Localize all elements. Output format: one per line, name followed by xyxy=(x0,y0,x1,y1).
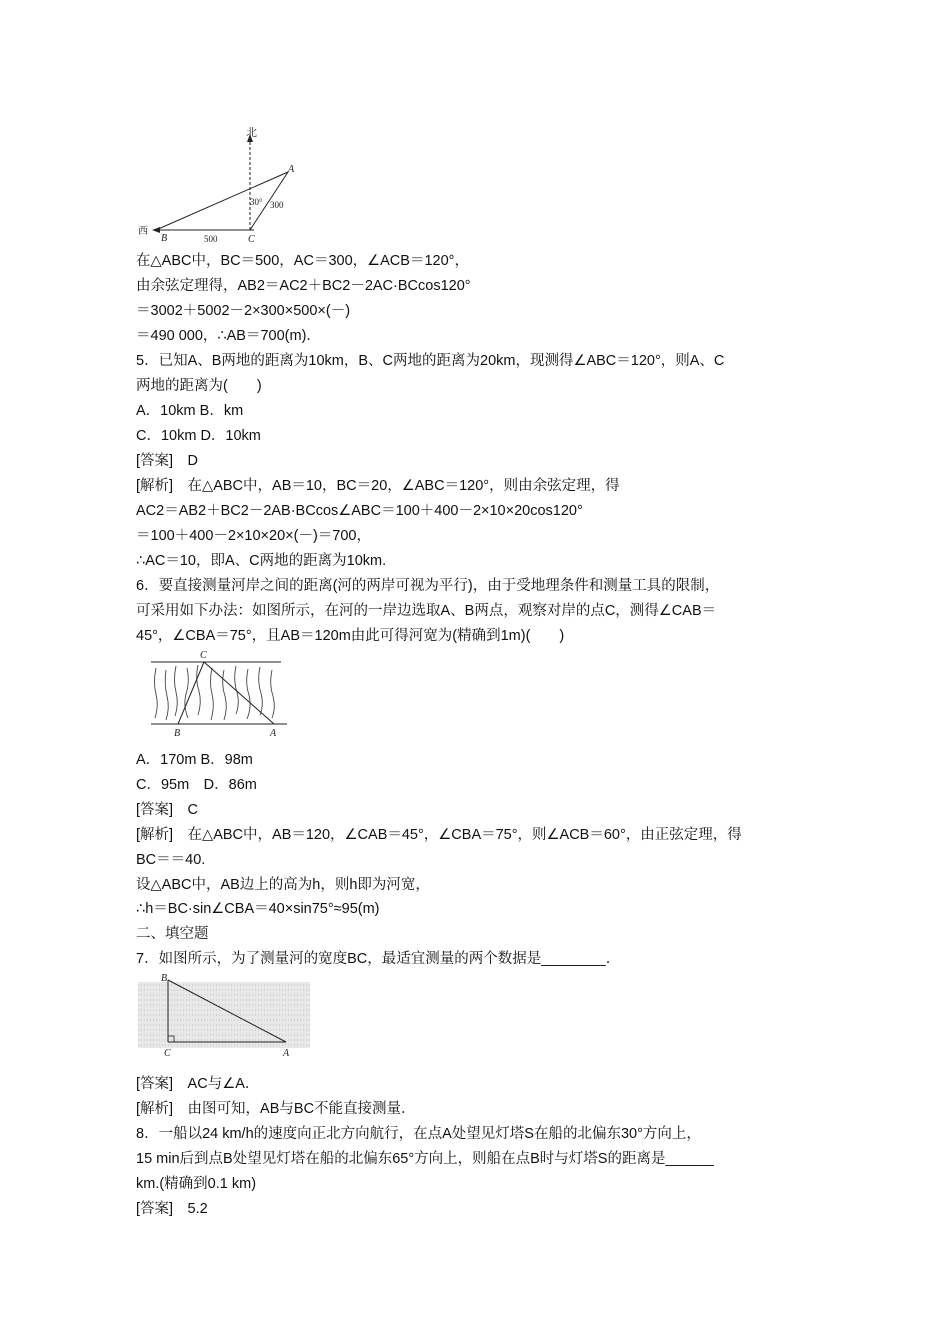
analysis-line: [解析] 由图可知，AB与BC不能直接测量． xyxy=(136,1101,416,1117)
text-line: ∴AC＝10，即A、C两地的距离为10km. xyxy=(136,553,387,569)
answer-line: [答案] AC与∠A． xyxy=(136,1076,260,1092)
angle-30-label: 30° xyxy=(250,197,263,207)
triangle-bearing-figure xyxy=(134,126,304,248)
text-line: 15 min后到点B处望见灯塔在船的北偏东65°方向上，则船在点B时与灯塔S的距离是______ xyxy=(136,1151,714,1167)
side-ba xyxy=(156,172,288,230)
answer-line: [答案] D xyxy=(136,453,199,469)
point-b-label: B xyxy=(174,728,181,739)
analysis-line: [解析] 在△ABC中，AB＝120，∠CAB＝45°，∠CBA＝75°，则∠ACB＝60°，由正弦定理，得 xyxy=(136,827,742,843)
point-c-label: C xyxy=(248,234,255,245)
text-line: BC＝＝40. xyxy=(136,852,206,868)
option-line: A．170m B．98m xyxy=(136,752,253,768)
text-line: 在△ABC中，BC＝500，AC＝300，∠ACB＝120°， xyxy=(136,253,469,269)
length-ac-label: 300 xyxy=(270,200,284,210)
text-line: ∴h＝BC·sin∠CBA＝40×sin75°≈95(m) xyxy=(136,901,380,917)
point-b-label: B xyxy=(161,233,168,244)
text-line: 两地的距离为( ) xyxy=(136,378,262,394)
answer-line: [答案] C xyxy=(136,802,199,818)
side-ca xyxy=(204,662,274,724)
text-line: 由余弦定理得，AB2＝AC2＋BC2－2AC·BCcos120° xyxy=(136,278,471,294)
river-width-figure xyxy=(130,970,314,1062)
side-bc xyxy=(178,662,204,724)
point-a-label: A xyxy=(270,728,277,739)
question-7-line: 7．如图所示，为了测量河的宽度BC，最适宜测量的两个数据是________． xyxy=(136,951,621,967)
text-line: AC2＝AB2＋BC2－2AB·BCcos∠ABC＝100＋400－2×10×20cos120° xyxy=(136,503,583,519)
text-line: ＝3002＋5002－2×300×500×(－) xyxy=(136,303,351,319)
river-hatching xyxy=(155,665,275,720)
question-6-line: 6．要直接测量河岸之间的距离(河的两岸可视为平行)，由于受地理条件和测量工具的限制， xyxy=(136,578,720,594)
point-a-label: A xyxy=(283,1048,290,1059)
text-line: km.(精确到0.1 km) xyxy=(136,1176,257,1192)
text-line: ＝100＋400－2×10×20×(－)＝700， xyxy=(136,528,371,544)
text-line: 设△ABC中，AB边上的高为h，则h即为河宽， xyxy=(136,877,430,893)
section-heading: 二、填空题 xyxy=(136,926,209,942)
answer-line: [答案] 5.2 xyxy=(136,1201,208,1217)
length-bc-label: 500 xyxy=(204,234,218,244)
option-line: C．95m D．86m xyxy=(136,777,257,793)
option-line: A．10km B．km xyxy=(136,403,244,419)
point-c-label: C xyxy=(200,650,207,661)
text-line: 45°，∠CBA＝75°，且AB＝120m由此可得河宽为(精确到1m)( ) xyxy=(136,628,565,644)
river-area xyxy=(138,982,310,1048)
option-line: C．10km D．10km xyxy=(136,428,261,444)
point-c-label: C xyxy=(164,1048,171,1059)
point-b-label: B xyxy=(161,973,168,984)
point-a-label: A xyxy=(288,164,295,175)
analysis-line: [解析] 在△ABC中，AB＝10，BC＝20，∠ABC＝120°，则由余弦定理，得 xyxy=(136,478,620,494)
river-triangle-figure xyxy=(146,648,294,740)
text-line: 可采用如下办法：如图所示，在河的一岸边选取A、B两点，观察对岸的点C，测得∠CAB＝ xyxy=(136,603,717,619)
north-label: 北 xyxy=(246,127,257,139)
west-label: 西 xyxy=(138,226,148,237)
question-5-line: 5．已知A、B两地的距离为10km，B、C两地的距离为20km，现测得∠ABC＝120°，则A、C xyxy=(136,353,725,369)
question-8-line: 8．一船以24 km/h的速度向正北方向航行，在点A处望见灯塔S在船的北偏东30°方向上， xyxy=(136,1126,701,1142)
text-line: ＝490 000，∴AB＝700(m)． xyxy=(136,328,321,344)
